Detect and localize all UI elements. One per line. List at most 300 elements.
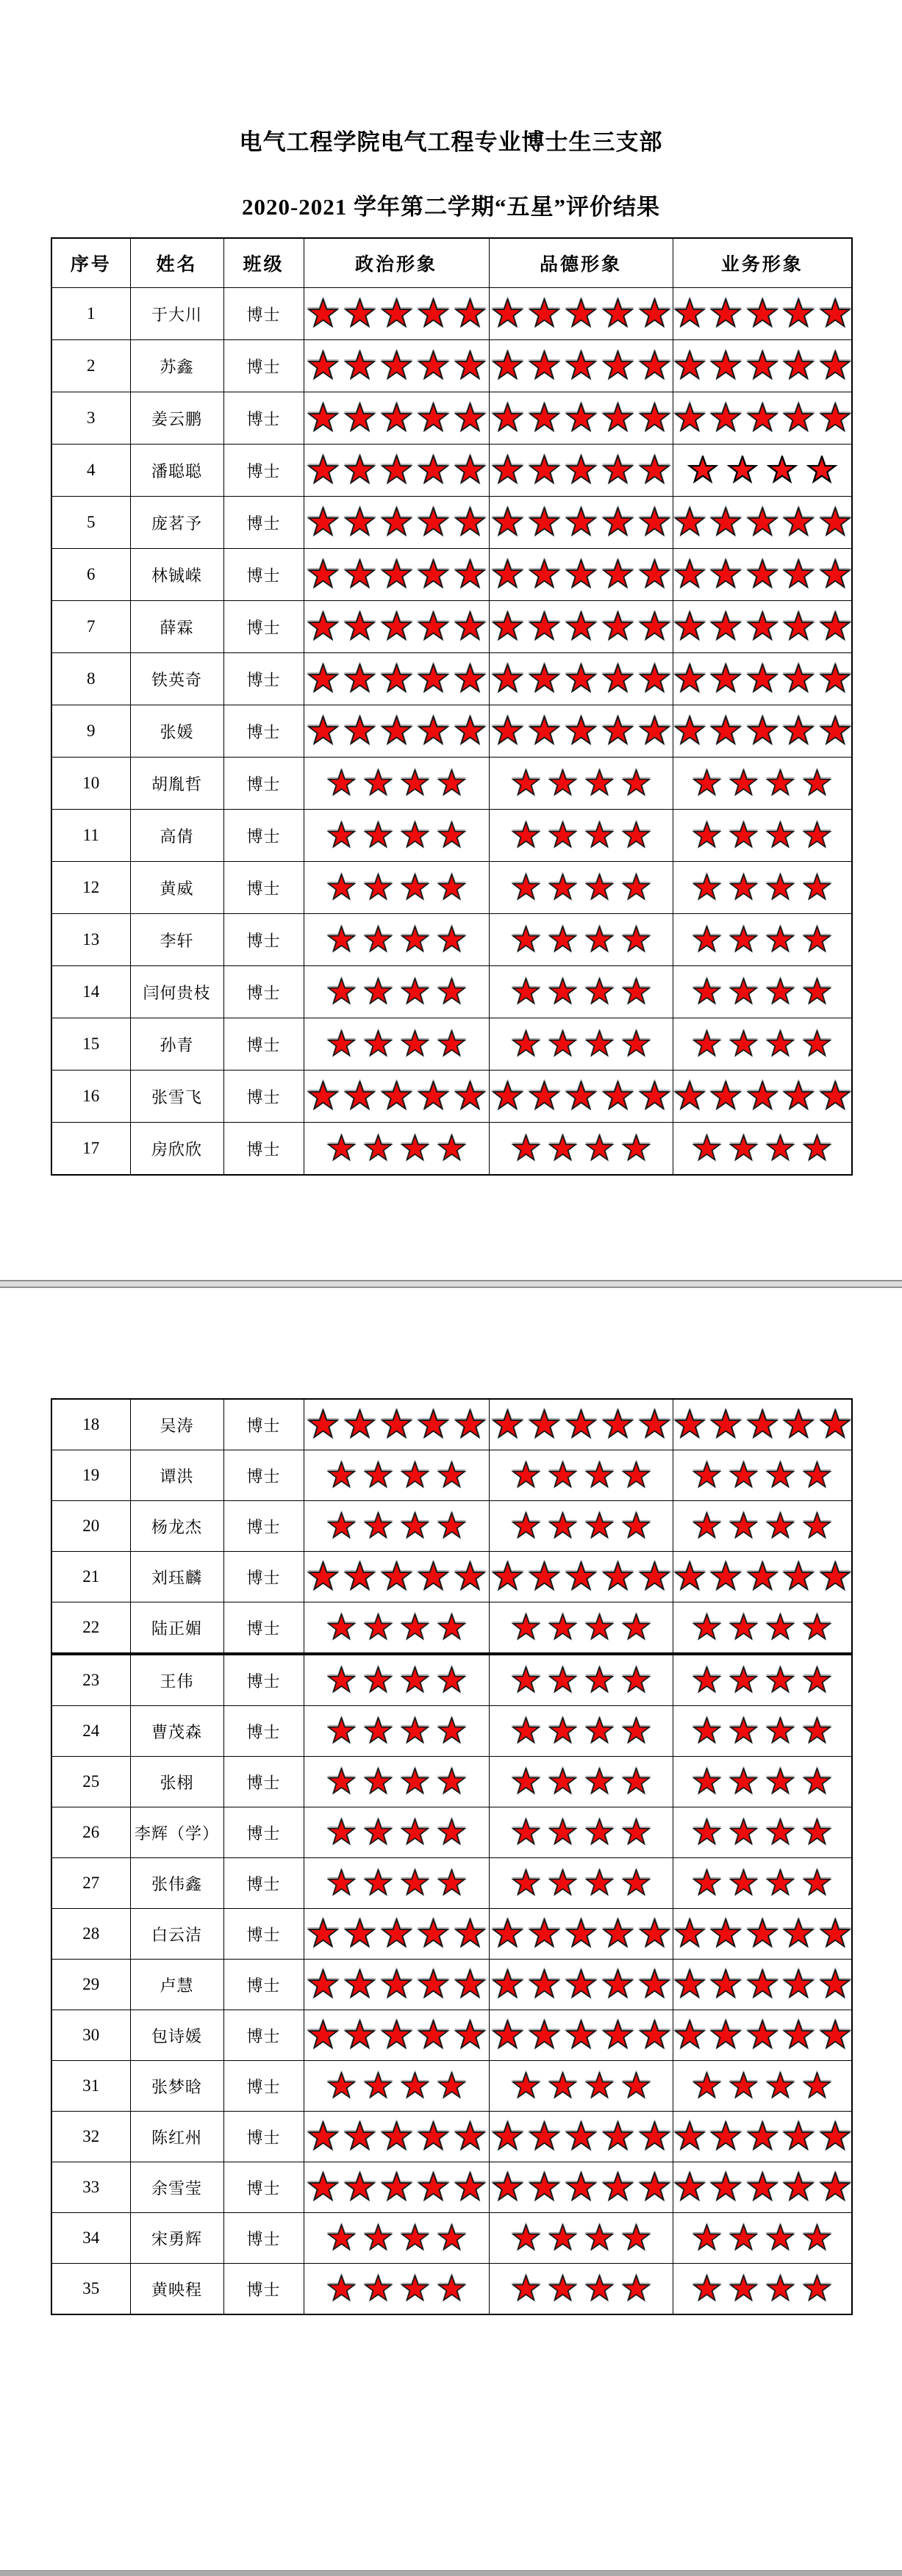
- row-number: 33: [51, 2162, 130, 2213]
- star-rating: [304, 507, 489, 539]
- star-icon: [307, 559, 340, 591]
- star-icon: [729, 1818, 759, 1847]
- star-icon: [307, 1409, 340, 1441]
- star-icon: [584, 1717, 615, 1746]
- star-icon: [765, 1134, 795, 1163]
- student-class: 博士: [223, 1960, 304, 2010]
- business-rating: [673, 1757, 852, 1807]
- star-rating: [490, 1869, 673, 1898]
- political-rating: [304, 2162, 489, 2213]
- moral-rating: [489, 1909, 673, 1960]
- star-icon: [343, 611, 376, 643]
- moral-rating: [489, 1807, 673, 1858]
- political-rating: [304, 1450, 489, 1501]
- moral-rating: [489, 549, 673, 601]
- star-icon: [621, 1512, 651, 1541]
- star-icon: [709, 1969, 742, 2001]
- bottom-page-edge-band: [0, 2570, 902, 2576]
- student-name: 黄映程: [130, 2264, 223, 2315]
- star-icon: [638, 298, 671, 330]
- star-icon: [782, 2020, 815, 2051]
- star-icon: [380, 455, 413, 486]
- star-icon: [638, 403, 671, 434]
- star-icon: [621, 926, 651, 954]
- star-rating: [304, 298, 489, 330]
- star-icon: [765, 1613, 795, 1642]
- table-row: [51, 1909, 852, 1960]
- star-icon: [417, 611, 450, 643]
- star-icon: [584, 821, 615, 850]
- star-icon: [437, 1461, 467, 1490]
- star-icon: [343, 1918, 376, 1950]
- star-icon: [511, 1818, 541, 1847]
- star-icon: [673, 1918, 706, 1950]
- star-icon: [343, 1081, 376, 1112]
- star-icon: [511, 874, 541, 902]
- row-number: 23: [51, 1654, 130, 1706]
- star-rating: [673, 1030, 852, 1059]
- star-icon: [454, 663, 487, 695]
- star-icon: [765, 1666, 795, 1695]
- student-name: 包诗媛: [130, 2010, 223, 2061]
- star-icon: [511, 1512, 541, 1541]
- star-icon: [584, 1768, 615, 1796]
- star-icon: [491, 507, 524, 539]
- star-rating: [304, 403, 489, 434]
- star-icon: [601, 298, 634, 330]
- star-rating: [673, 874, 852, 902]
- table-row: [51, 2010, 852, 2061]
- business-rating: [673, 2162, 852, 2213]
- star-icon: [819, 1081, 852, 1112]
- star-icon: [511, 926, 541, 954]
- star-icon: [802, 1613, 832, 1642]
- student-name: 胡胤哲: [130, 758, 223, 810]
- star-icon: [511, 1461, 541, 1490]
- star-icon: [709, 2020, 742, 2051]
- star-icon: [765, 1768, 795, 1796]
- star-icon: [621, 978, 651, 1007]
- star-icon: [565, 1561, 598, 1593]
- student-class: 博士: [223, 1602, 304, 1655]
- star-icon: [782, 1969, 815, 2001]
- table-row: [51, 810, 852, 862]
- business-rating: [673, 1602, 852, 1655]
- star-icon: [437, 1134, 467, 1163]
- star-icon: [400, 978, 430, 1007]
- star-icon: [343, 403, 376, 434]
- star-icon: [802, 2224, 832, 2253]
- header-name: 姓名: [130, 238, 223, 288]
- star-icon: [437, 1613, 467, 1642]
- star-icon: [802, 1768, 832, 1796]
- row-number: 30: [51, 2010, 130, 2061]
- star-icon: [417, 716, 450, 747]
- star-icon: [802, 1717, 832, 1746]
- student-name: 房欣欣: [130, 1123, 223, 1176]
- business-rating: [673, 392, 852, 445]
- star-rating: [304, 1134, 489, 1163]
- student-class: 博士: [223, 914, 304, 966]
- star-icon: [692, 1461, 722, 1490]
- star-icon: [417, 1561, 450, 1593]
- header-political: 政治形象: [304, 238, 489, 288]
- star-icon: [819, 611, 852, 643]
- row-number: 18: [51, 1399, 130, 1450]
- star-icon: [548, 1512, 578, 1541]
- star-icon: [491, 2172, 524, 2203]
- star-rating: [304, 1969, 489, 2001]
- star-icon: [380, 663, 413, 695]
- star-rating: [673, 1818, 852, 1847]
- star-icon: [692, 874, 722, 902]
- student-name: 余雪莹: [130, 2162, 223, 2213]
- star-icon: [692, 1666, 722, 1695]
- star-icon: [692, 978, 722, 1007]
- star-rating: [490, 1561, 673, 1593]
- star-icon: [584, 1512, 615, 1541]
- star-icon: [727, 456, 758, 485]
- star-rating: [673, 1134, 852, 1163]
- star-icon: [638, 1081, 671, 1112]
- star-icon: [528, 2020, 561, 2051]
- business-rating: [673, 1960, 852, 2010]
- star-icon: [621, 769, 651, 798]
- star-icon: [621, 2072, 651, 2101]
- star-icon: [548, 1768, 578, 1796]
- student-name: 杨龙杰: [130, 1501, 223, 1552]
- star-icon: [437, 978, 467, 1007]
- student-class: 博士: [223, 1399, 304, 1450]
- student-name: 黄威: [130, 862, 223, 914]
- table-row: [51, 1071, 852, 1123]
- star-icon: [638, 455, 671, 486]
- star-icon: [601, 403, 634, 434]
- table-row: [51, 340, 852, 392]
- star-icon: [326, 1818, 357, 1847]
- star-icon: [584, 926, 615, 954]
- star-icon: [307, 350, 340, 382]
- star-icon: [692, 926, 722, 954]
- star-icon: [400, 769, 430, 798]
- student-class: 博士: [223, 1757, 304, 1807]
- star-icon: [307, 2172, 340, 2203]
- star-icon: [511, 2224, 541, 2253]
- star-rating: [673, 1969, 852, 2001]
- business-rating: [673, 1123, 852, 1176]
- star-icon: [601, 663, 634, 695]
- star-icon: [819, 1409, 852, 1441]
- star-rating: [673, 2020, 852, 2051]
- student-class: 博士: [223, 1552, 304, 1602]
- star-icon: [802, 1461, 832, 1490]
- star-icon: [491, 2121, 524, 2153]
- star-icon: [621, 1613, 651, 1642]
- star-icon: [621, 1030, 651, 1059]
- star-icon: [380, 350, 413, 382]
- star-icon: [565, 403, 598, 434]
- star-rating: [490, 926, 673, 954]
- moral-rating: [489, 810, 673, 862]
- star-icon: [528, 1081, 561, 1112]
- star-icon: [692, 769, 722, 798]
- moral-rating: [489, 445, 673, 497]
- star-icon: [400, 1461, 430, 1490]
- student-name: 谭洪: [130, 1450, 223, 1501]
- star-icon: [621, 1869, 651, 1898]
- political-rating: [304, 1807, 489, 1858]
- student-class: 博士: [223, 2112, 304, 2162]
- row-number: 9: [51, 705, 130, 758]
- star-icon: [491, 611, 524, 643]
- star-icon: [400, 1030, 430, 1059]
- star-icon: [326, 2224, 357, 2253]
- star-icon: [343, 716, 376, 747]
- star-icon: [437, 1768, 467, 1796]
- star-icon: [565, 2020, 598, 2051]
- star-icon: [765, 1512, 795, 1541]
- star-rating: [673, 403, 852, 434]
- star-icon: [673, 403, 706, 434]
- star-icon: [437, 1717, 467, 1746]
- star-icon: [343, 2172, 376, 2203]
- star-rating: [490, 1666, 673, 1695]
- star-icon: [673, 1081, 706, 1112]
- star-icon: [400, 1768, 430, 1796]
- star-icon: [565, 507, 598, 539]
- star-icon: [491, 350, 524, 382]
- moral-rating: [489, 601, 673, 653]
- star-icon: [380, 2020, 413, 2051]
- moral-rating: [489, 862, 673, 914]
- star-icon: [782, 350, 815, 382]
- header-moral: 品德形象: [489, 238, 673, 288]
- political-rating: [304, 2213, 489, 2264]
- star-icon: [782, 663, 815, 695]
- star-icon: [380, 403, 413, 434]
- star-icon: [584, 769, 615, 798]
- star-icon: [417, 559, 450, 591]
- star-icon: [548, 1818, 578, 1847]
- star-rating: [490, 1134, 673, 1163]
- star-rating: [673, 716, 852, 747]
- star-icon: [638, 611, 671, 643]
- star-icon: [326, 1030, 357, 1059]
- star-icon: [380, 1969, 413, 2001]
- star-icon: [437, 1030, 467, 1059]
- star-rating: [673, 2275, 852, 2303]
- star-icon: [729, 2072, 759, 2101]
- star-icon: [729, 1869, 759, 1898]
- star-rating: [673, 821, 852, 850]
- star-rating: [673, 1613, 852, 1642]
- star-icon: [326, 1461, 357, 1490]
- star-icon: [819, 350, 852, 382]
- star-rating: [673, 1409, 852, 1441]
- moral-rating: [489, 1858, 673, 1909]
- star-icon: [765, 2072, 795, 2101]
- star-icon: [511, 1030, 541, 1059]
- star-icon: [400, 1613, 430, 1642]
- student-name: 张媛: [130, 705, 223, 758]
- star-icon: [565, 1409, 598, 1441]
- political-rating: [304, 1602, 489, 1655]
- star-icon: [528, 559, 561, 591]
- star-icon: [380, 2172, 413, 2203]
- star-icon: [709, 507, 742, 539]
- star-rating: [673, 2224, 852, 2253]
- star-icon: [746, 403, 779, 434]
- star-icon: [454, 611, 487, 643]
- star-icon: [638, 1918, 671, 1950]
- star-icon: [491, 1918, 524, 1950]
- star-rating: [673, 1512, 852, 1541]
- star-icon: [307, 507, 340, 539]
- star-rating: [490, 2275, 673, 2303]
- document-title-line1: 电气工程学院电气工程专业博士生三支部: [239, 129, 663, 155]
- star-rating: [304, 1409, 489, 1441]
- star-icon: [307, 1561, 340, 1593]
- star-icon: [548, 978, 578, 1007]
- political-rating: [304, 810, 489, 862]
- star-icon: [400, 821, 430, 850]
- star-rating: [673, 1869, 852, 1898]
- star-icon: [363, 926, 393, 954]
- political-rating: [304, 1909, 489, 1960]
- moral-rating: [489, 1757, 673, 1807]
- star-icon: [417, 1918, 450, 1950]
- star-icon: [746, 2121, 779, 2153]
- row-number: 27: [51, 1858, 130, 1909]
- student-class: 博士: [223, 2213, 304, 2264]
- star-rating: [304, 1081, 489, 1112]
- political-rating: [304, 1501, 489, 1552]
- business-rating: [673, 1018, 852, 1071]
- star-icon: [307, 403, 340, 434]
- star-icon: [709, 350, 742, 382]
- student-name: 张雪飞: [130, 1071, 223, 1123]
- star-icon: [709, 2121, 742, 2153]
- star-icon: [729, 978, 759, 1007]
- star-rating: [673, 978, 852, 1007]
- political-rating: [304, 1960, 489, 2010]
- star-icon: [709, 1561, 742, 1593]
- star-icon: [767, 456, 798, 485]
- student-class: 博士: [223, 1706, 304, 1757]
- row-number: 25: [51, 1757, 130, 1807]
- star-icon: [782, 2172, 815, 2203]
- political-rating: [304, 1123, 489, 1176]
- star-icon: [491, 455, 524, 486]
- business-rating: [673, 1909, 852, 1960]
- political-rating: [304, 653, 489, 705]
- star-rating: [490, 611, 673, 643]
- business-rating: [673, 966, 852, 1018]
- student-class: 博士: [223, 862, 304, 914]
- star-icon: [326, 978, 357, 1007]
- star-icon: [584, 874, 615, 902]
- table-row: [51, 1706, 852, 1757]
- star-rating: [490, 2121, 673, 2153]
- star-rating: [673, 1081, 852, 1112]
- row-number: 24: [51, 1706, 130, 1757]
- row-number: 31: [51, 2061, 130, 2112]
- star-icon: [673, 2121, 706, 2153]
- star-icon: [454, 1918, 487, 1950]
- star-icon: [802, 978, 832, 1007]
- star-icon: [709, 716, 742, 747]
- star-icon: [601, 1409, 634, 1441]
- star-icon: [343, 1561, 376, 1593]
- star-rating: [304, 663, 489, 695]
- row-number: 35: [51, 2264, 130, 2315]
- star-icon: [491, 716, 524, 747]
- student-class: 博士: [223, 2010, 304, 2061]
- star-icon: [528, 663, 561, 695]
- star-icon: [363, 1818, 393, 1847]
- star-icon: [673, 1409, 706, 1441]
- star-rating: [673, 926, 852, 954]
- star-icon: [638, 2172, 671, 2203]
- star-rating: [304, 455, 489, 486]
- star-rating: [490, 1918, 673, 1950]
- star-icon: [673, 1969, 706, 2001]
- star-icon: [548, 2072, 578, 2101]
- star-icon: [363, 1768, 393, 1796]
- star-icon: [363, 2275, 393, 2303]
- star-rating: [304, 2275, 489, 2303]
- star-rating: [673, 1561, 852, 1593]
- star-rating: [490, 455, 673, 486]
- star-icon: [343, 1409, 376, 1441]
- business-rating: [673, 1071, 852, 1123]
- star-rating: [490, 350, 673, 382]
- star-icon: [709, 298, 742, 330]
- star-icon: [621, 874, 651, 902]
- star-rating: [490, 978, 673, 1007]
- star-rating: [490, 2020, 673, 2051]
- student-name: 白云洁: [130, 1909, 223, 1960]
- star-icon: [746, 1081, 779, 1112]
- star-icon: [802, 1818, 832, 1847]
- star-rating: [490, 663, 673, 695]
- moral-rating: [489, 1960, 673, 2010]
- student-class: 博士: [223, 340, 304, 392]
- star-icon: [363, 1613, 393, 1642]
- star-icon: [528, 403, 561, 434]
- star-rating: [304, 350, 489, 382]
- star-icon: [565, 455, 598, 486]
- star-icon: [511, 1666, 541, 1695]
- star-icon: [802, 1666, 832, 1695]
- table-row: [51, 549, 852, 601]
- star-rating: [490, 1081, 673, 1112]
- star-rating: [673, 2172, 852, 2203]
- star-icon: [601, 1969, 634, 2001]
- moral-rating: [489, 340, 673, 392]
- star-icon: [621, 1666, 651, 1695]
- star-icon: [729, 1461, 759, 1490]
- star-icon: [400, 1869, 430, 1898]
- star-icon: [343, 1969, 376, 2001]
- star-rating: [304, 2172, 489, 2203]
- student-name: 薛霖: [130, 601, 223, 653]
- star-rating: [490, 1818, 673, 1847]
- star-icon: [746, 716, 779, 747]
- political-rating: [304, 497, 489, 549]
- table-row: [51, 2112, 852, 2162]
- star-icon: [565, 2121, 598, 2153]
